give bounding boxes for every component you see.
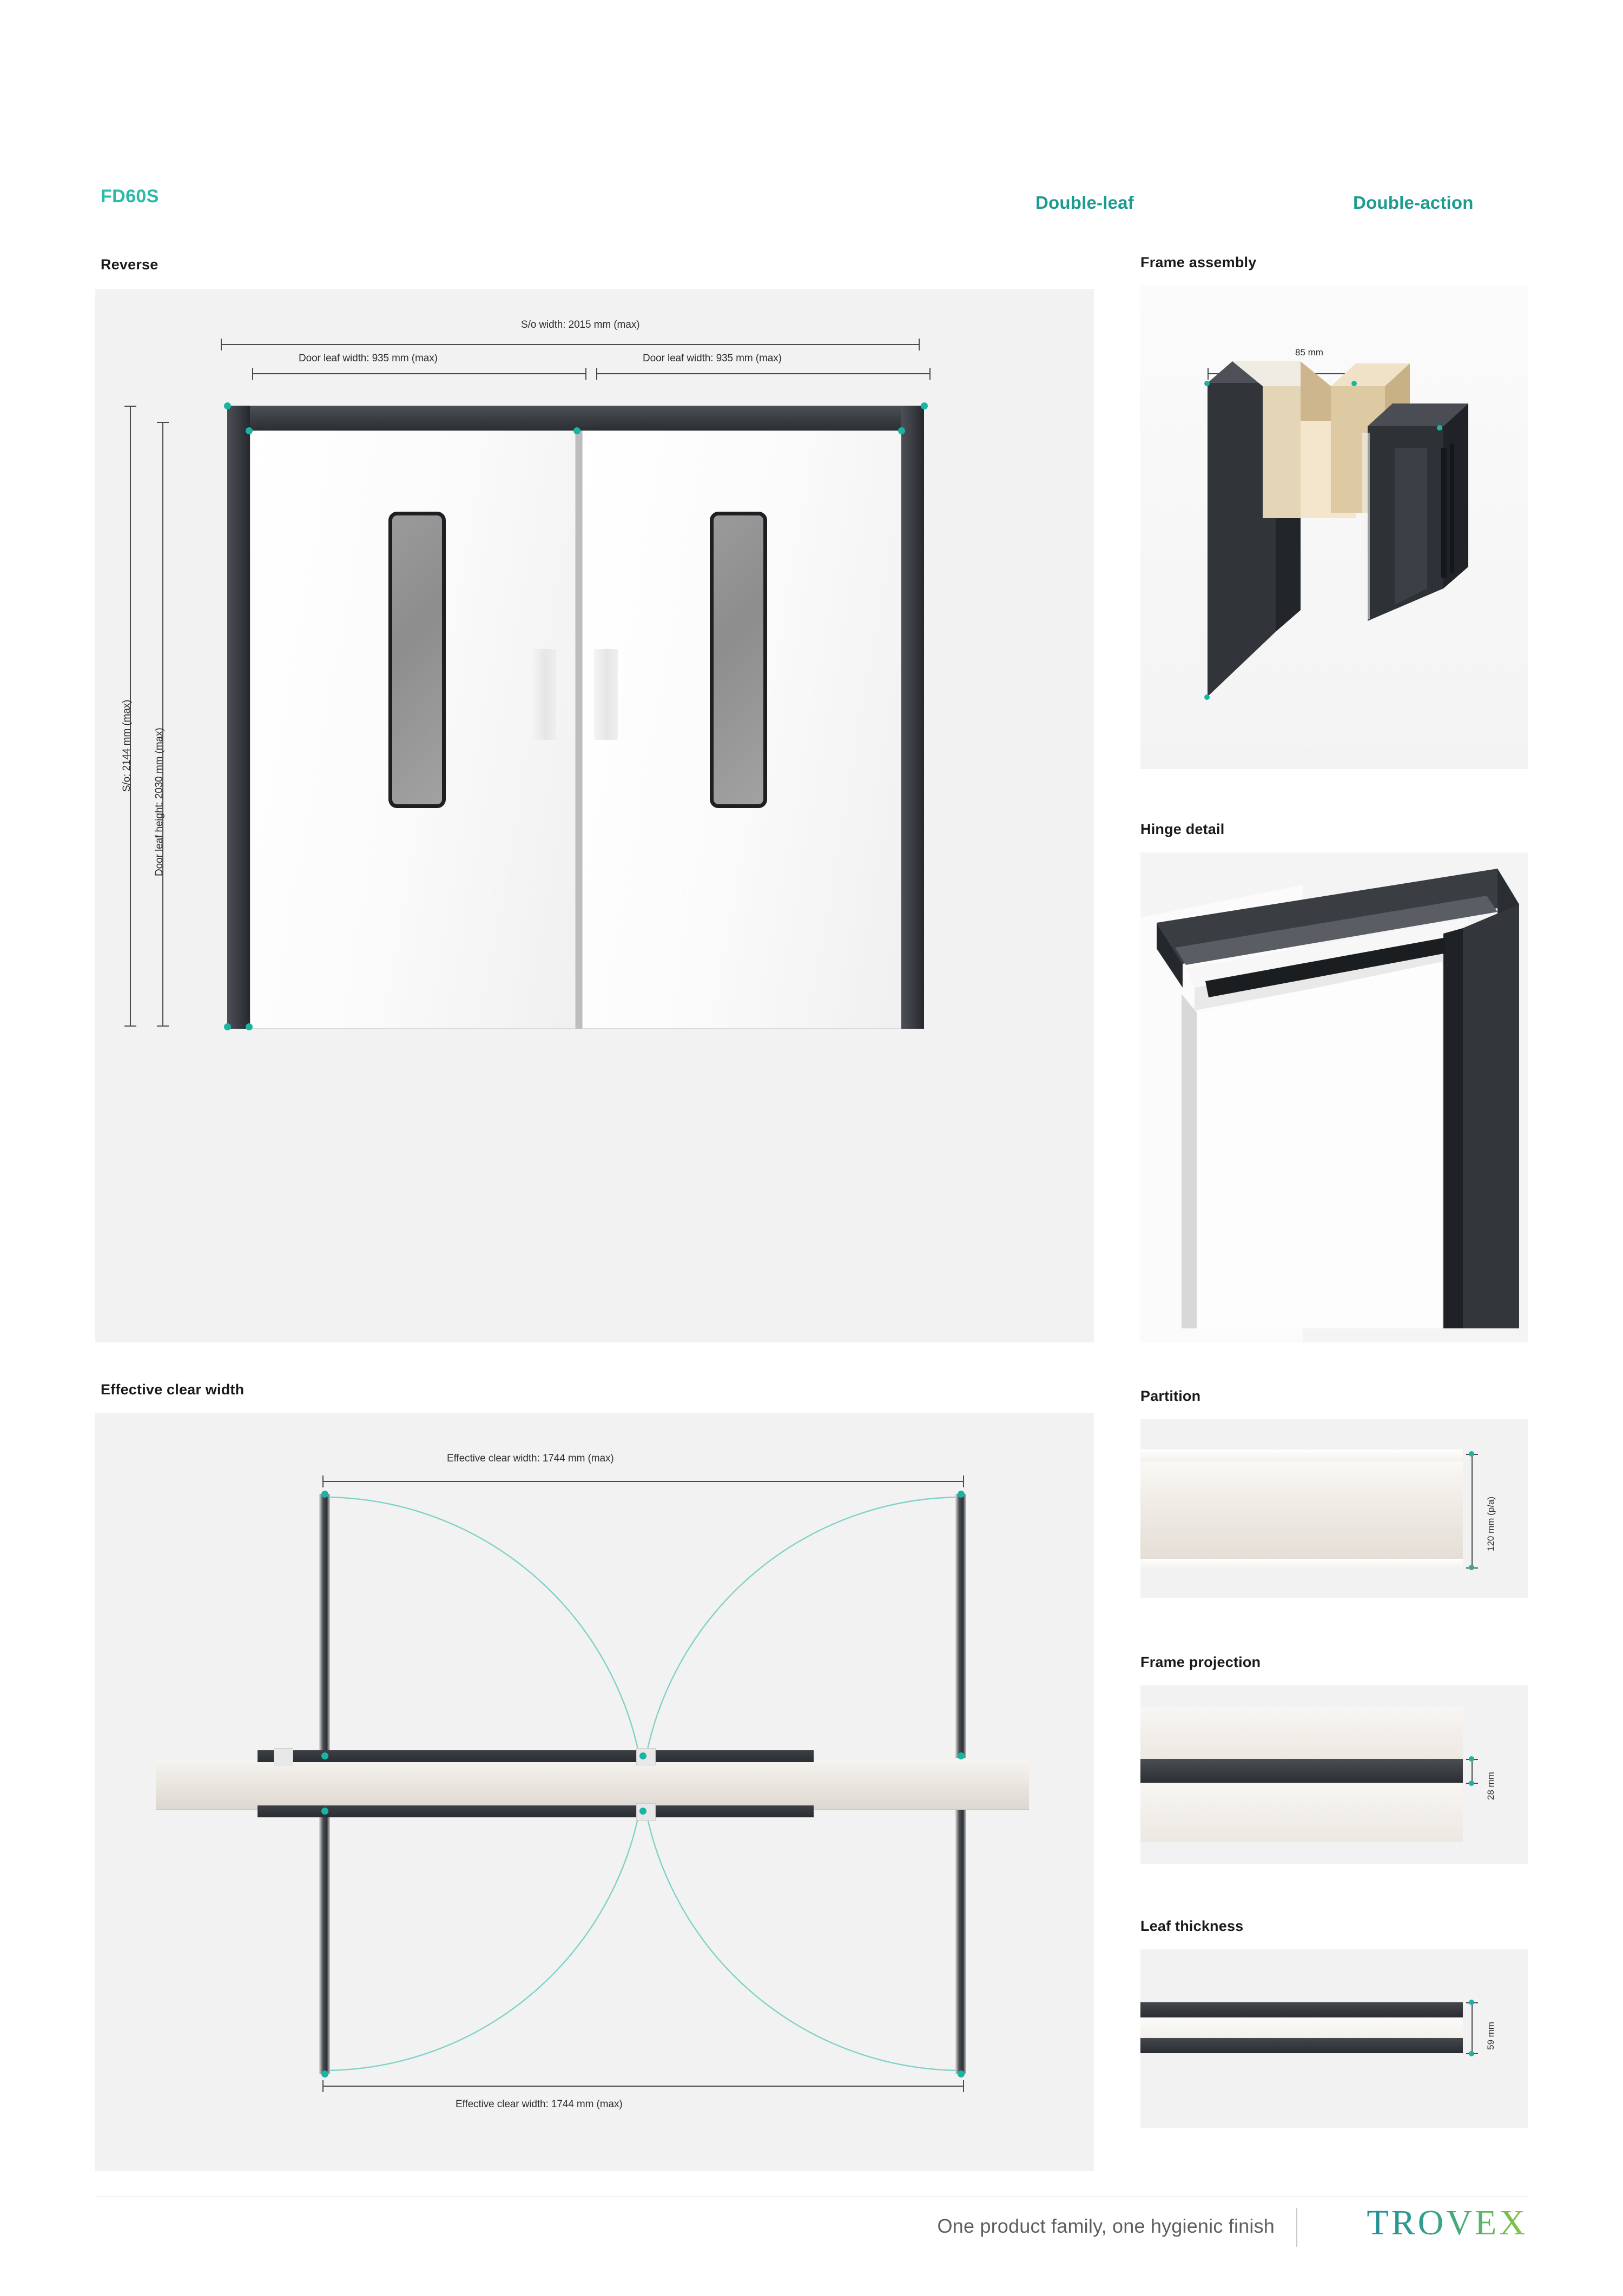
- effective-clear-width-panel: [95, 1413, 1094, 2171]
- leaf-thickness-core: [1140, 2017, 1463, 2038]
- frame-assembly-node-left: [1204, 381, 1210, 386]
- node-marker-leaf-top-left: [246, 427, 253, 434]
- section-title-leaf-thickness: Leaf thickness: [1140, 1918, 1244, 1934]
- frame-projection-frame-member: [1140, 1759, 1463, 1783]
- frame-assembly-panel: [1140, 286, 1528, 769]
- action-configuration-label: Double-action: [1353, 193, 1474, 213]
- ecw-node-top-left: [321, 1491, 328, 1498]
- ecw-jamb-top-right: [955, 1494, 966, 1773]
- so-height-label: S/o: 2144 mm (max): [121, 699, 133, 792]
- leaf-thickness-node-bottom: [1469, 2051, 1474, 2056]
- leaf-width-right-dimension-line: [596, 373, 931, 374]
- partition-node-top: [1469, 1451, 1474, 1457]
- hinge-detail-art: [1140, 852, 1528, 1342]
- partition-node-bottom: [1469, 1565, 1474, 1570]
- frame-projection-label: 28 mm: [1486, 1772, 1496, 1800]
- ecw-node-top-right: [958, 1491, 965, 1498]
- reverse-elevation-panel: [95, 289, 1094, 1342]
- meeting-stile: [576, 431, 582, 1029]
- ecw-jamb-bottom-left: [319, 1795, 330, 2074]
- leaf-thickness-panel: [1140, 1949, 1528, 2128]
- ecw-node-mid-right: [958, 1752, 965, 1759]
- partition-panel: [1140, 1419, 1528, 1598]
- footer-tagline: One product family, one hygienic finish: [937, 2215, 1275, 2237]
- leaf-height-tick-bottom: [157, 1025, 169, 1027]
- so-width-tick-right: [919, 339, 920, 350]
- frame-projection-wall-upper: [1140, 1707, 1463, 1759]
- ecw-node-mid-left-lower: [321, 1808, 328, 1815]
- node-marker-leaf-top-right: [898, 427, 905, 434]
- door-frame-jamb-right: [901, 406, 924, 1029]
- ecw-partition-band: [156, 1758, 1029, 1810]
- ecw-node-mid-left: [321, 1752, 328, 1759]
- so-height-tick-top: [124, 406, 136, 407]
- push-plate-right: [594, 649, 618, 740]
- partition-thickness-label: 120 mm (p/a): [1486, 1496, 1496, 1551]
- so-height-tick-bottom: [124, 1025, 136, 1027]
- footer-vertical-divider: [1296, 2208, 1297, 2247]
- ecw-jamb-bottom-right: [955, 1795, 966, 2074]
- so-width-tick-left: [221, 339, 222, 350]
- ecw-node-bottom-right: [958, 2070, 965, 2077]
- door-frame-jamb-left: [227, 406, 250, 1029]
- section-title-frame-assembly: Frame assembly: [1140, 254, 1257, 270]
- frame-width-label: 85 mm: [1295, 347, 1323, 358]
- frame-assembly-isometric-art: [1140, 286, 1528, 769]
- leaf-thickness-label: 59 mm: [1486, 2022, 1496, 2050]
- frame-projection-node-top: [1469, 1756, 1474, 1762]
- partition-thickness-dimension-line: [1472, 1454, 1473, 1569]
- ecw-leaf-bar-lower: [258, 1805, 814, 1817]
- leaf-configuration-label: Double-leaf: [1035, 193, 1134, 213]
- leaf-thickness-face-lower: [1140, 2038, 1463, 2053]
- leaf-height-tick-top: [157, 422, 169, 423]
- frame-projection-panel: [1140, 1685, 1528, 1864]
- hinge-detail-panel: [1140, 852, 1528, 1342]
- product-code: FD60S: [101, 186, 159, 207]
- push-plate-left: [532, 649, 556, 740]
- so-width-label: S/o width: 2015 mm (max): [521, 319, 640, 330]
- node-marker-head-left: [224, 402, 231, 409]
- frame-projection-wall-lower: [1140, 1783, 1463, 1842]
- frame-assembly-node-bottom: [1204, 694, 1210, 700]
- leaf-thickness-node-top: [1469, 2000, 1474, 2005]
- so-width-dimension-line: [221, 344, 920, 345]
- frame-projection-node-bottom: [1469, 1781, 1474, 1786]
- node-marker-foot-left: [224, 1023, 231, 1030]
- leaf-height-dimension-line: [162, 422, 163, 1027]
- leaf-width-left-label: Door leaf width: 935 mm (max): [299, 353, 438, 364]
- leaf-width-right-tick-start: [596, 368, 597, 380]
- leaf-width-right-label: Door leaf width: 935 mm (max): [643, 353, 782, 364]
- leaf-height-label: Door leaf height: 2030 mm (max): [154, 727, 165, 876]
- door-frame-head: [227, 406, 924, 431]
- leaf-thickness-dimension-line: [1472, 2002, 1473, 2054]
- leaf-width-left-tick-start: [252, 368, 253, 380]
- partition-bottom-edge: [1140, 1559, 1463, 1570]
- ecw-node-center-lower: [639, 1808, 646, 1815]
- node-marker-meeting-top: [573, 427, 580, 434]
- partition-board: [1140, 1461, 1463, 1559]
- vision-panel-left: [388, 512, 446, 808]
- frame-assembly-node-leaf: [1437, 425, 1442, 431]
- section-title-reverse: Reverse: [101, 256, 159, 273]
- ecw-node-center-upper: [639, 1752, 646, 1759]
- leaf-width-left-tick-end: [585, 368, 586, 380]
- partition-top-edge: [1140, 1450, 1463, 1461]
- ecw-pivot-upper-left: [274, 1748, 293, 1765]
- leaf-width-left-dimension-line: [252, 373, 586, 374]
- node-marker-head-right: [921, 402, 928, 409]
- leaf-thickness-face-upper: [1140, 2002, 1463, 2017]
- node-marker-leaf-bottom-left: [246, 1023, 253, 1030]
- ecw-top-label: Effective clear width: 1744 mm (max): [447, 1453, 614, 1464]
- section-title-hinge-detail: Hinge detail: [1140, 821, 1225, 837]
- trovex-logo: TROVEX: [1367, 2203, 1528, 2242]
- ecw-node-bottom-left: [321, 2070, 328, 2077]
- section-title-partition: Partition: [1140, 1388, 1201, 1404]
- ecw-bottom-label: Effective clear width: 1744 mm (max): [456, 2099, 623, 2110]
- vision-panel-right: [710, 512, 767, 808]
- section-title-effective-clear-width: Effective clear width: [101, 1381, 245, 1398]
- leaf-width-right-tick-end: [929, 368, 931, 380]
- ecw-jamb-top-left: [319, 1494, 330, 1773]
- ecw-leaf-bar-upper: [258, 1750, 814, 1762]
- frame-assembly-node-right: [1351, 381, 1357, 386]
- section-title-frame-projection: Frame projection: [1140, 1654, 1261, 1670]
